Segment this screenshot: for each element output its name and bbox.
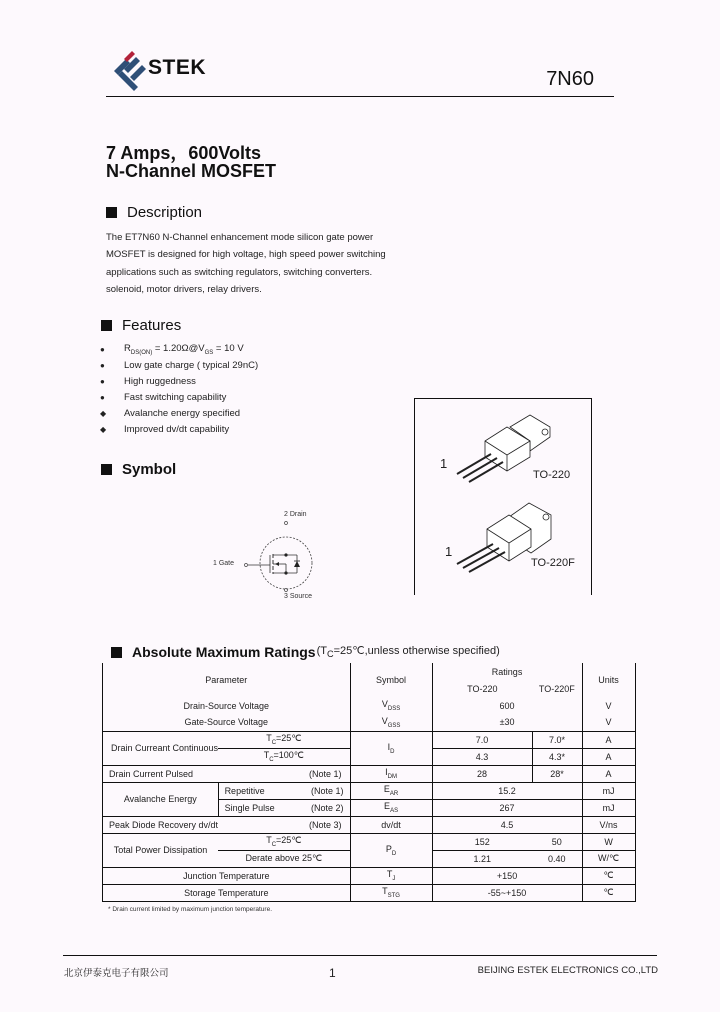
- value-cell-to220: 7.0: [432, 731, 532, 748]
- cond-rest: =100℃: [273, 750, 304, 761]
- param-cell: Storage Temperature: [103, 884, 351, 901]
- value-cell-to220f: 0.40: [532, 850, 582, 867]
- table-footnote: * Drain current limited by maximum junction temperature.: [108, 906, 273, 913]
- param-cell: Drain Current Pulsed: [103, 765, 219, 782]
- page-number: 1: [329, 966, 336, 980]
- symbol-cell: [350, 714, 432, 731]
- footer-divider: [63, 955, 657, 956]
- rds-subscript: DS(ON): [130, 349, 153, 356]
- ratings-heading: [111, 644, 500, 660]
- value-cell: +150: [432, 867, 582, 884]
- absolute-max-ratings-table: [102, 663, 636, 902]
- symbol-main: V: [381, 715, 388, 726]
- table-row: [103, 884, 636, 901]
- features-list: [100, 341, 258, 437]
- ratings-condition: [317, 644, 500, 659]
- value-cell: 600: [432, 697, 582, 714]
- condition-cell: [218, 833, 350, 850]
- condition-cell: [218, 731, 350, 748]
- feature-text: Avalanche energy specified: [124, 407, 241, 419]
- brand-name: STEK: [148, 56, 207, 79]
- feature-item: [100, 389, 258, 405]
- feature-item: [100, 373, 258, 389]
- table-row: [103, 714, 636, 731]
- note-cell: (Note 1): [218, 765, 350, 782]
- cond-rest: =25℃: [276, 733, 302, 744]
- bullet-icon: ●: [100, 376, 105, 386]
- pin1-marker: 1: [440, 456, 448, 471]
- value-cell: -55~+150: [432, 884, 582, 901]
- symbol-cell: [350, 782, 432, 799]
- cond-sub: C: [271, 739, 277, 746]
- feature-text: Fast switching capability: [124, 391, 227, 403]
- unit-cell: V: [582, 697, 635, 714]
- table-row: [103, 765, 636, 782]
- value-cell: 4.5: [432, 816, 582, 833]
- unit-cell: W: [582, 833, 635, 850]
- condition-subscript: C: [326, 649, 334, 660]
- symbol-sub: DSS: [387, 705, 401, 712]
- symbol-heading-text: Symbol: [122, 461, 177, 478]
- condition-cell: [218, 799, 350, 816]
- footer-company-en: BEIJING ESTEK ELECTRONICS CO.,LTD: [477, 965, 658, 976]
- drain-label: 2 Drain: [284, 511, 307, 518]
- symbol-main: P: [385, 843, 392, 854]
- symbol-main: I: [387, 741, 391, 752]
- col-header-ratings: Ratings: [432, 663, 582, 680]
- value-cell-to220f: 28*: [532, 765, 582, 782]
- value-cell-to220f: 7.0*: [532, 731, 582, 748]
- table-row: [103, 782, 636, 799]
- description-heading-text: Description: [127, 204, 203, 221]
- unit-cell: A: [582, 731, 635, 748]
- unit-cell: A: [582, 748, 635, 765]
- value-cell-to220: 1.21: [432, 850, 532, 867]
- square-bullet-icon: [111, 647, 122, 658]
- unit-cell: mJ: [582, 782, 635, 799]
- value-cell-to220: 4.3: [432, 748, 532, 765]
- param-cell: Peak Diode Recovery dv/dt: [103, 816, 219, 833]
- bullet-icon: ●: [100, 392, 105, 402]
- symbol-main: E: [384, 801, 391, 812]
- cond-note: (Note 2): [311, 802, 344, 813]
- feature-text: Low gate charge ( typical 29nC): [124, 359, 259, 371]
- cond-sub: C: [271, 841, 277, 848]
- symbol-sub: D: [391, 850, 397, 857]
- col-header-units: Units: [582, 663, 635, 697]
- package-outline-box: [414, 398, 592, 595]
- feature-text: Improved dv/dt capability: [124, 423, 230, 435]
- value-cell-to220: 28: [432, 765, 532, 782]
- diamond-bullet-icon: ◆: [100, 424, 107, 434]
- title-device-type: N-Channel MOSFET: [106, 161, 276, 181]
- symbol-sub: DM: [387, 773, 397, 780]
- feature-text: High ruggedness: [124, 375, 196, 387]
- unit-cell: ℃: [582, 867, 635, 884]
- rds-symbol: R: [124, 342, 131, 354]
- col-header-to220f: TO-220F: [532, 680, 582, 697]
- col-header-to220: TO-220: [432, 680, 532, 697]
- symbol-cell: [350, 799, 432, 816]
- description-heading: [106, 204, 202, 221]
- param-cell: Drain-Source Voltage: [103, 697, 351, 714]
- n-channel-mosfet-icon: [200, 505, 330, 605]
- rds-value: = 1.20Ω@V: [152, 342, 205, 354]
- symbol-main: T: [386, 869, 393, 880]
- cond-rest: =25℃: [276, 835, 302, 846]
- symbol-main: T: [382, 886, 388, 897]
- vgs-subscript: GS: [204, 349, 214, 356]
- description-line: solenoid, motor drivers, relay drivers.: [106, 283, 262, 295]
- bullet-icon: ●: [100, 344, 105, 354]
- feature-text: [124, 343, 244, 356]
- condition-cell: Derate above 25℃: [218, 850, 350, 867]
- symbol-cell: [350, 867, 432, 884]
- condition-cell: [218, 748, 350, 765]
- package-label-to220f: TO-220F: [531, 557, 575, 569]
- cond-main: Single Pulse: [224, 802, 275, 813]
- mosfet-symbol-diagram: [200, 505, 330, 605]
- unit-cell: ℃: [582, 884, 635, 901]
- symbol-cell: [350, 884, 432, 901]
- condition-rest: =25℃,unless otherwise specified): [333, 645, 500, 658]
- vgs-value: = 10 V: [213, 342, 244, 354]
- unit-cell: V/ns: [582, 816, 635, 833]
- feature-item: [100, 405, 258, 421]
- value-cell-to220f: 50: [532, 833, 582, 850]
- bullet-icon: ●: [100, 360, 105, 370]
- unit-cell: mJ: [582, 799, 635, 816]
- param-cell: Junction Temperature: [103, 867, 351, 884]
- features-heading-text: Features: [122, 317, 182, 334]
- cond-note: (Note 1): [311, 785, 344, 796]
- description-line: The ET7N60 N-Channel enhancement mode silicon gate power: [106, 232, 374, 243]
- description-text: [106, 229, 406, 298]
- part-number: 7N60: [546, 68, 594, 90]
- symbol-main: I: [385, 767, 388, 778]
- feature-item: [100, 357, 258, 373]
- cond-main: T: [266, 733, 272, 744]
- table-row: [103, 731, 636, 748]
- square-bullet-icon: [101, 464, 112, 475]
- cond-main: T: [263, 750, 270, 761]
- value-cell-to220f: 4.3*: [532, 748, 582, 765]
- title-rating: 7 Amps，600Volts: [106, 143, 262, 163]
- pin1-marker: 1: [445, 544, 453, 559]
- features-heading: [101, 317, 181, 334]
- ratings-heading-text: Absolute Maximum Ratings: [132, 644, 316, 660]
- diamond-bullet-icon: ◆: [100, 408, 107, 418]
- feature-item: [100, 421, 258, 437]
- value-cell: 15.2: [432, 782, 582, 799]
- estek-logo-icon: [110, 47, 150, 91]
- col-header-symbol: Symbol: [350, 663, 432, 697]
- footer-company-cn: 北京伊泰克电子有限公司: [64, 968, 169, 979]
- note-cell: (Note 3): [218, 816, 350, 833]
- param-cell: Total Power Dissipation: [103, 833, 219, 867]
- unit-cell: W/℃: [582, 850, 635, 867]
- source-label: 3 Source: [284, 593, 313, 600]
- value-cell-to220: 152: [432, 833, 532, 850]
- unit-cell: A: [582, 765, 635, 782]
- description-line: applications such as switching regulators, switching converters.: [106, 266, 373, 278]
- description-line: MOSFET is designed for high voltage, high speed power switching: [106, 249, 386, 261]
- cond-main: Repetitive: [224, 785, 265, 796]
- symbol-cell: dv/dt: [350, 816, 432, 833]
- square-bullet-icon: [106, 207, 117, 218]
- symbol-sub: AS: [390, 807, 399, 814]
- symbol-main: V: [381, 699, 388, 710]
- table-row: [103, 697, 636, 714]
- symbol-sub: J: [392, 875, 396, 882]
- table-header-row: [103, 663, 636, 680]
- param-cell: Avalanche Energy: [103, 782, 219, 816]
- table-row: [103, 833, 636, 850]
- condition-prefix: (T: [316, 645, 327, 658]
- symbol-sub: AR: [389, 790, 399, 797]
- package-label-to220: TO-220: [533, 469, 571, 481]
- condition-cell: [218, 782, 350, 799]
- square-bullet-icon: [101, 320, 112, 331]
- symbol-cell: [350, 765, 432, 782]
- header-divider: [106, 96, 614, 97]
- table-row: [103, 867, 636, 884]
- symbol-cell: [350, 731, 432, 765]
- symbol-main: E: [383, 784, 390, 795]
- value-cell: 267: [432, 799, 582, 816]
- feature-item: [100, 341, 258, 357]
- param-cell: Drain Curreant Continuous: [103, 731, 219, 765]
- param-cell: Gate-Source Voltage: [103, 714, 351, 731]
- symbol-cell: [350, 833, 432, 867]
- company-logo: [110, 47, 230, 91]
- symbol-heading: [101, 461, 176, 478]
- cond-sub: C: [269, 756, 274, 763]
- gate-label: 1 Gate: [213, 560, 235, 567]
- cond-main: T: [266, 835, 272, 846]
- symbol-sub: STG: [387, 892, 400, 899]
- value-cell: ±30: [432, 714, 582, 731]
- unit-cell: V: [582, 714, 635, 731]
- symbol-cell: [350, 697, 432, 714]
- col-header-parameter: Parameter: [103, 663, 351, 697]
- table-row: [103, 816, 636, 833]
- symbol-sub: GSS: [387, 722, 401, 729]
- symbol-sub: D: [390, 748, 395, 755]
